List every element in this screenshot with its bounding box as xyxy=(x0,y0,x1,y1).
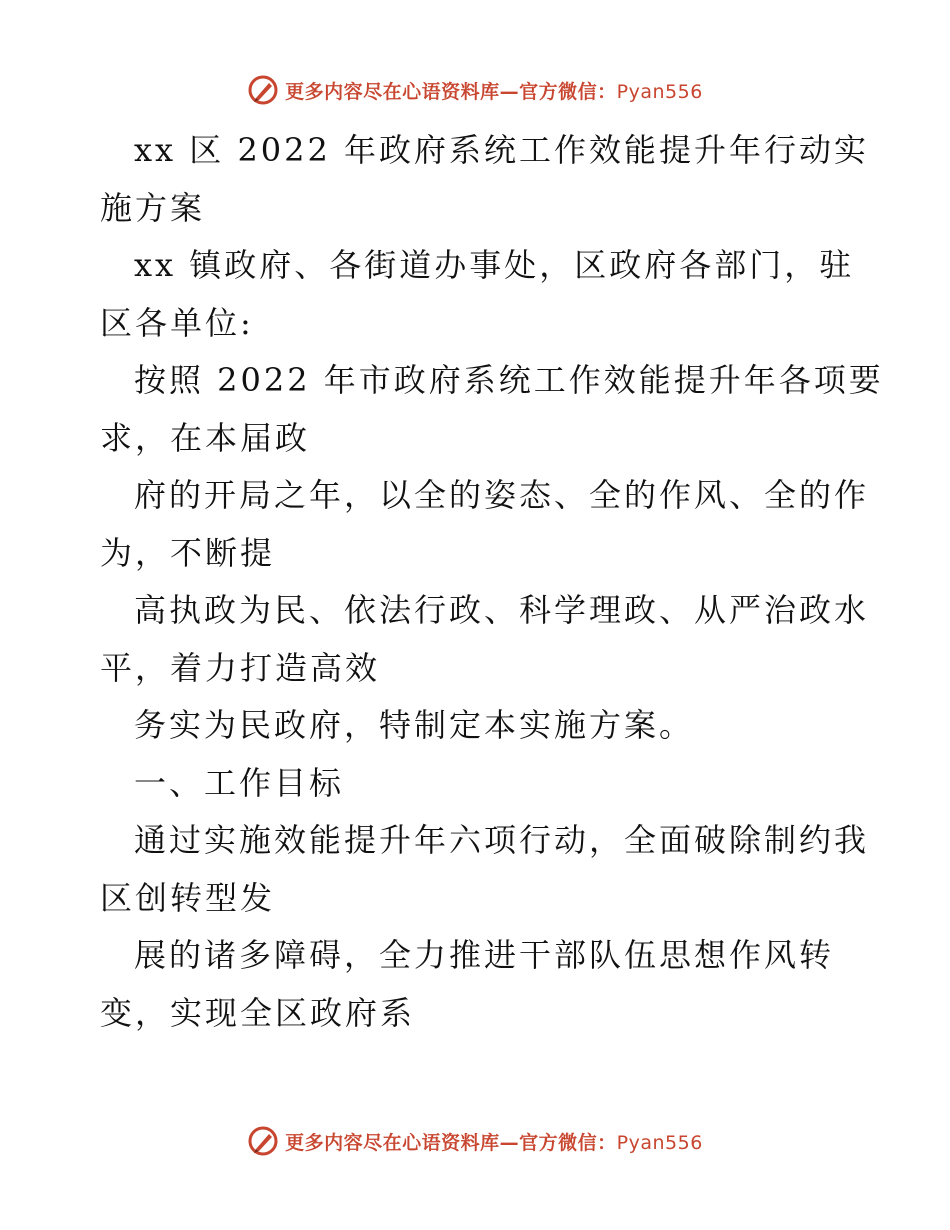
title-line-1: xx 区 2022 年政府系统工作效能提升年行动实 xyxy=(134,131,870,169)
footer-banner xyxy=(0,1121,950,1161)
paragraph-line: 平，着力打造高效 xyxy=(100,648,381,687)
section-heading: 一、工作目标 xyxy=(134,763,345,802)
footer-banner-text: 更多内容尽在心语资料库—官方微信：Pyan556 xyxy=(285,1131,703,1154)
paragraph-line: 务实为民政府，特制定本实施方案。 xyxy=(134,706,695,744)
document-body xyxy=(100,122,884,1042)
header-banner-text: 更多内容尽在心语资料库—官方微信：Pyan556 xyxy=(285,80,703,103)
header-banner xyxy=(0,70,950,110)
paragraph-line: 为，不断提 xyxy=(100,533,276,572)
pen-logo-icon xyxy=(247,74,279,106)
paragraph-line: 府的开局之年，以全的姿态、全的作风、全的作 xyxy=(134,476,870,514)
paragraph-line: 按照 2022 年市政府系统工作效能提升年各项要 xyxy=(134,361,884,399)
paragraph-line: 展的诸多障碍，全力推进干部队伍思想作风转 xyxy=(134,936,835,974)
paragraph-line: 高执政为民、依法行政、科学理政、从严治政水 xyxy=(134,591,870,629)
pen-logo-icon xyxy=(247,1125,279,1157)
paragraph-line: 求，在本届政 xyxy=(100,418,311,457)
title-line-2: 施方案 xyxy=(100,188,206,227)
paragraph-line: 区创转型发 xyxy=(100,878,276,917)
addressee-line-1: xx 镇政府、各街道办事处，区政府各部门，驻 xyxy=(134,246,855,284)
paragraph-line: 变，实现全区政府系 xyxy=(100,993,416,1032)
paragraph-line: 通过实施效能提升年六项行动，全面破除制约我 xyxy=(134,821,870,859)
addressee-line-2: 区各单位: xyxy=(100,303,254,342)
